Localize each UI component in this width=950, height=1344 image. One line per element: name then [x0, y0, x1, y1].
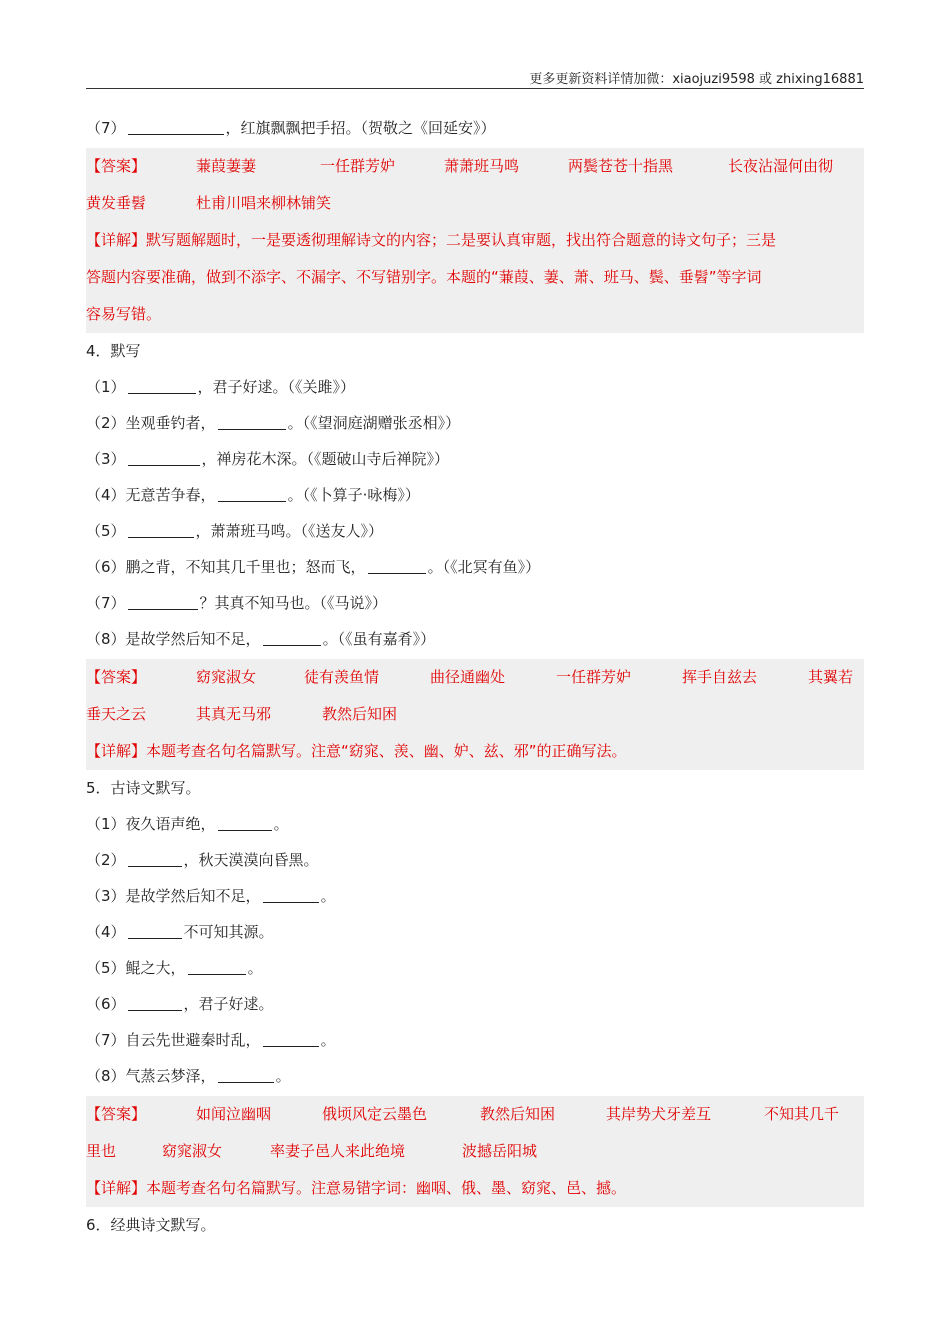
detail-label: 【详解】	[86, 231, 147, 249]
q5-item-2	[86, 842, 864, 878]
answer-item: 率妻子邑人来此绝境	[270, 1142, 406, 1160]
answer-item: 曲径通幽处	[430, 668, 506, 686]
fill-blank	[263, 628, 321, 646]
item-text: 无意苦争春，	[125, 486, 216, 504]
item-text: 。	[320, 1031, 336, 1049]
item-number: （2）	[86, 414, 126, 432]
header-divider	[86, 88, 864, 89]
fill-blank	[128, 117, 224, 135]
answer-item: 黄发垂髫	[86, 194, 147, 212]
q5-item-8	[86, 1058, 864, 1094]
answer-item: 波撼岳阳城	[462, 1142, 538, 1160]
item-number: （3）	[86, 887, 126, 905]
answer-item: 萧萧班马鸣	[444, 157, 520, 175]
answer-item: 里也	[86, 1142, 117, 1160]
q4-answer-line-1	[86, 659, 864, 696]
answer-item: 长夜沾湿何由彻	[728, 157, 834, 175]
answer-item: 一任群芳妒	[320, 157, 396, 175]
q5-answer-box	[86, 1096, 864, 1207]
q5-item-4	[86, 914, 864, 950]
detail-text: 容易写错。	[86, 305, 162, 323]
item-number: （6）	[86, 558, 126, 576]
item-text: 。	[275, 1067, 291, 1085]
q4-detail-line	[86, 733, 864, 770]
q3-detail-line-2	[86, 259, 864, 296]
answer-item: 挥手自兹去	[682, 668, 758, 686]
item-number: （1）	[86, 815, 126, 833]
q5-answer-line-1	[86, 1096, 864, 1133]
item-text: ，红旗飘飘把手招。（贺敬之《回延安》）	[225, 119, 496, 137]
item-text: ，秋天漠漠向昏黑。	[183, 851, 319, 869]
answer-item: 一任群芳妒	[556, 668, 632, 686]
item-text: ？其真不知马也。（《马说》）	[199, 594, 388, 612]
item-text: 鹏之背，不知其几千里也；怒而飞，	[125, 558, 366, 576]
item-number: （7）	[86, 119, 126, 137]
item-text: 。	[247, 959, 263, 977]
item-number: （3）	[86, 450, 126, 468]
detail-text: 本题考查名句名篇默写。注意易错字词：幽咽、俄、墨、窈窕、邑、撼。	[146, 1179, 627, 1197]
item-number: （5）	[86, 522, 126, 540]
item-number: （7）	[86, 594, 126, 612]
q4-answer-box	[86, 659, 864, 770]
item-text: 不可知其源。	[183, 923, 274, 941]
answer-item: 其翼若	[808, 668, 854, 686]
item-text: 。（《望洞庭湖赠张丞相》）	[287, 414, 461, 432]
q4-title: 4．默写	[86, 342, 141, 360]
detail-text: 答题内容要准确，做到不添字、不漏字、不写错别字。本题的“蒹葭、萋、萧、班马、鬓、垂髫”等字词	[86, 268, 762, 286]
answer-item: 蒹葭萋萋	[196, 157, 257, 175]
q3-answer-line-1	[86, 148, 864, 185]
answer-label: 【答案】	[86, 157, 147, 175]
answer-item: 两鬓苍苍十指黑	[568, 157, 674, 175]
item-text: ，萧萧班马鸣。（《送友人》）	[195, 522, 384, 540]
q4-item-5	[86, 513, 864, 549]
item-number: （2）	[86, 851, 126, 869]
q3-answer-box	[86, 148, 864, 333]
q5-item-7	[86, 1022, 864, 1058]
q5-item-6	[86, 986, 864, 1022]
item-number: （4）	[86, 923, 126, 941]
q4-answer-line-2	[86, 696, 864, 733]
answer-label: 【答案】	[86, 668, 147, 686]
answer-item: 杜甫川唱来柳林铺笑	[196, 194, 332, 212]
item-text: 。	[320, 887, 336, 905]
q3-detail-line-3	[86, 296, 864, 333]
detail-label: 【详解】	[86, 742, 147, 760]
q4-item-7	[86, 585, 864, 621]
item-text: 自云先世避秦时乱，	[125, 1031, 261, 1049]
fill-blank	[188, 957, 246, 975]
item-number: （6）	[86, 995, 126, 1013]
item-text: 夜久语声绝，	[125, 815, 216, 833]
item-text: 。（《北冥有鱼》）	[427, 558, 541, 576]
fill-blank	[218, 484, 286, 502]
item-number: （5）	[86, 959, 126, 977]
q5-title: 5．古诗文默写。	[86, 779, 201, 797]
item-number: （1）	[86, 378, 126, 396]
item-text: 气蒸云梦泽，	[125, 1067, 216, 1085]
q4-item-3	[86, 441, 864, 477]
fill-blank	[263, 885, 319, 903]
item-text: ，禅房花木深。（《题破山寺后禅院》）	[201, 450, 450, 468]
answer-label: 【答案】	[86, 1105, 147, 1123]
answer-item: 徒有羡鱼情	[304, 668, 380, 686]
answer-item: 其岸势犬牙差互	[606, 1105, 712, 1123]
page-header: 更多更新资料详情加微：xiaojuzi9598 或 zhixing16881	[529, 72, 864, 87]
fill-blank	[263, 1029, 319, 1047]
fill-blank	[128, 520, 194, 538]
q4-item-4	[86, 477, 864, 513]
item-number: （8）	[86, 1067, 126, 1085]
q6-title: 6．经典诗文默写。	[86, 1216, 216, 1234]
q5-answer-line-2	[86, 1133, 864, 1170]
answer-item: 窈窕淑女	[162, 1142, 223, 1160]
q3-detail-line-1	[86, 222, 864, 259]
fill-blank	[128, 448, 200, 466]
item-text: ，君子好逑。	[183, 995, 274, 1013]
q4-item-6	[86, 549, 864, 585]
q5-item-1	[86, 806, 864, 842]
answer-item: 俄顷风定云墨色	[322, 1105, 428, 1123]
item-text: 是故学然后知不足，	[125, 887, 261, 905]
document-body	[86, 108, 864, 1243]
item-text: 。	[273, 815, 289, 833]
fill-blank	[218, 1065, 274, 1083]
answer-item: 如闻泣幽咽	[196, 1105, 272, 1123]
q3-answer-line-2	[86, 185, 864, 222]
answer-item: 不知其几千	[764, 1105, 840, 1123]
q4-item-8	[86, 621, 864, 657]
item-number: （4）	[86, 486, 126, 504]
q4-item-1	[86, 369, 864, 405]
fill-blank	[218, 412, 286, 430]
item-text: 是故学然后知不足，	[125, 630, 261, 648]
answer-item: 垂天之云	[86, 705, 147, 723]
answer-item: 教然后知困	[480, 1105, 556, 1123]
item-text: 鲲之大，	[125, 959, 186, 977]
fill-blank	[128, 376, 196, 394]
q5-detail-line	[86, 1170, 864, 1207]
answer-item: 其真无马邪	[196, 705, 272, 723]
q4-item-2	[86, 405, 864, 441]
answer-item: 教然后知困	[322, 705, 398, 723]
q3-item-7	[86, 110, 864, 146]
item-text: ，君子好逑。（《关雎》）	[197, 378, 356, 396]
q5-item-5	[86, 950, 864, 986]
fill-blank	[218, 813, 272, 831]
fill-blank	[368, 556, 426, 574]
fill-blank	[128, 993, 182, 1011]
q5-item-3	[86, 878, 864, 914]
detail-text: 默写题解题时，一是要透彻理解诗文的内容；二是要认真审题，找出符合题意的诗文句子；三是	[146, 231, 777, 249]
detail-text: 本题考查名句名篇默写。注意“窈窕、羡、幽、妒、兹、邪”的正确写法。	[146, 742, 627, 760]
fill-blank	[128, 849, 182, 867]
item-text: 。（《虽有嘉肴》）	[322, 630, 436, 648]
fill-blank	[128, 921, 182, 939]
item-text: 。（《卜算子·咏梅》）	[287, 486, 420, 504]
item-number: （8）	[86, 630, 126, 648]
item-number: （7）	[86, 1031, 126, 1049]
detail-label: 【详解】	[86, 1179, 147, 1197]
fill-blank	[128, 592, 198, 610]
item-text: 坐观垂钓者，	[125, 414, 216, 432]
answer-item: 窈窕淑女	[196, 668, 257, 686]
